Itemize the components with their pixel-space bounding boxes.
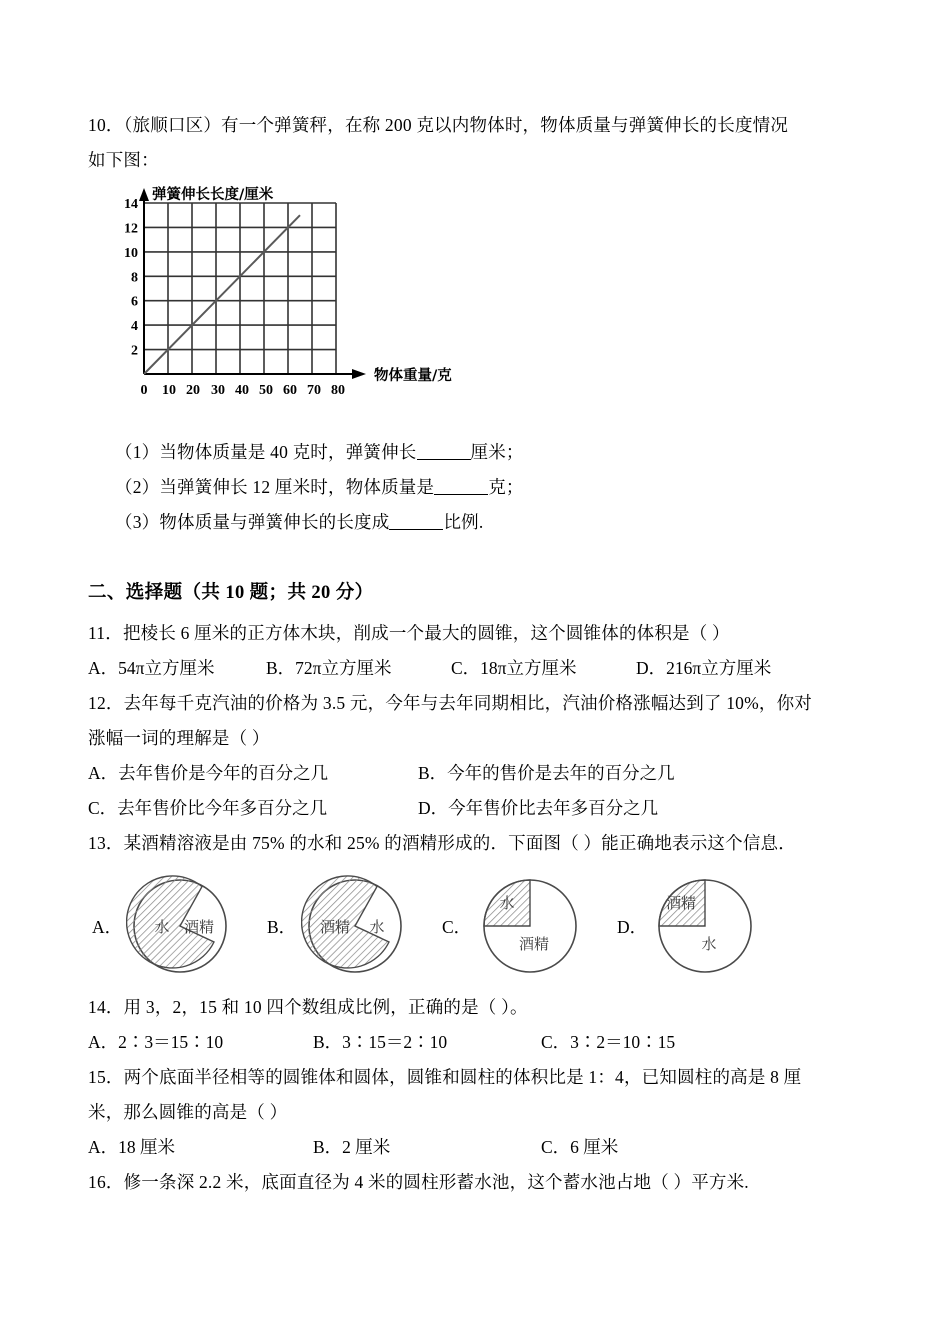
question-11-option-b[interactable]: B．72π立方厘米 [266,658,392,678]
question-14-block [88,990,862,1060]
chart-svg [106,184,526,429]
question-10-sub-2 [88,470,862,505]
pie-c-hatched-label: 水 [499,896,515,912]
x-tick-labels [141,383,346,398]
question-12-option-b[interactable]: B．今年的售价是去年的百分之几 [418,763,675,783]
section-heading-choice: 二、选择题（共 10 题；共 20 分） [88,583,374,603]
pie-a-plain-label: 酒精 [183,920,215,936]
question-12-block [88,686,862,826]
question-12-option-c[interactable]: C．去年售价比今年多百分之几 [88,798,328,818]
question-15-option-c[interactable]: C．6 厘米 [541,1137,619,1157]
option-c-letter: C． [442,916,472,937]
y-axis-arrow [139,188,149,201]
chart-gridlines [144,203,336,374]
option-b-letter: B． [267,916,297,937]
question-15-option-a[interactable]: A．18 厘米 [88,1137,176,1157]
pie-c-plain-label: 酒精 [518,937,550,953]
x-axis-arrow [352,369,366,379]
y-axis-title: 弹簧伸长长度/厘米 [152,187,274,203]
svg-text:40: 40 [235,383,249,398]
pie-a-hatched-label: 水 [154,920,170,936]
svg-text:80: 80 [331,383,345,398]
pie-chart-c [476,872,584,980]
pie-chart-d [651,872,759,980]
svg-text:20: 20 [186,383,200,398]
question-11-option-c[interactable]: C．18π立方厘米 [451,658,577,678]
question-14-option-c[interactable]: C．3∶2＝10∶15 [541,1032,676,1052]
question-11-block [88,616,862,686]
svg-text:4: 4 [131,319,138,335]
option-a-letter: A． [92,916,123,937]
question-12-option-d[interactable]: D．今年售价比去年多百分之几 [418,798,659,818]
svg-text:70: 70 [307,383,321,398]
question-15-option-b[interactable]: B．2 厘米 [313,1137,391,1157]
question-14-stem: 14．用 3，2，15 和 10 四个数组成比例，正确的是（ ）。 [88,997,528,1017]
pie-chart-b [301,872,409,980]
option-d-letter: D． [617,916,648,937]
question-10-sub-1-unit: 厘米； [470,442,524,462]
question-10-block [88,108,862,178]
question-12-stem-line1: 12．去年每千克汽油的价格为 3.5 元，今年与去年同期相比，汽油价格涨幅达到了 10%，你对 [88,693,812,713]
question-13-block [88,826,862,985]
question-13-stem: 13．某酒精溶液是由 75% 的水和 25% 的酒精形成的．下面图（ ）能正确地表示这个信息． [88,833,796,853]
question-10-sub-1-text: （1）当物体质量是 40 克时，弹簧伸长 [115,442,417,462]
question-16-stem: 16．修一条深 2.2 米，底面直径为 4 米的圆柱形蓄水池，这个蓄水池占地（ ）平方米. [88,1172,749,1192]
question-12-options-row1 [88,756,862,791]
question-10-stem-line1: 10．（旅顺口区）有一个弹簧秤，在称 200 克以内物体时，物体质量与弹簧伸长的长度情况 [88,115,789,135]
question-14-options [88,1025,862,1060]
question-10-stem-line2: 如下图： [88,150,159,170]
question-15-block [88,1060,862,1165]
svg-text:60: 60 [283,383,297,398]
pie-b-hatched-label: 酒精 [319,920,351,936]
svg-text:30: 30 [211,383,225,398]
svg-text:10: 10 [124,245,138,261]
question-15-stem-line1: 15．两个底面半径相等的圆锥体和圆体，圆锥和圆柱的体积比是 1：4，已知圆柱的高是 8 厘 [88,1067,802,1087]
pie-b-plain-label: 水 [369,920,385,936]
chart-axes [144,194,358,374]
question-13-options [88,867,862,985]
question-10-sub-3 [88,505,862,540]
question-13-option-b[interactable] [267,872,442,980]
svg-text:2: 2 [131,343,138,359]
question-10-sub-2-text: （2）当弹簧伸长 12 厘米时，物体质量是 [115,477,435,497]
y-tick-labels [124,197,138,359]
answer-blank-3[interactable] [389,529,443,530]
question-14-option-b[interactable]: B．3∶15＝2∶10 [313,1032,448,1052]
pie-d-hatched-label: 酒精 [665,896,697,912]
question-10-sub-3-text: （3）物体质量与弹簧伸长的长度成 [115,512,390,532]
question-11-option-d[interactable]: D．216π立方厘米 [636,658,772,678]
question-13-option-a[interactable] [92,872,267,980]
svg-text:10: 10 [162,383,176,398]
question-12-stem-line2: 涨幅一词的理解是（ ） [88,728,270,748]
answer-blank-2[interactable] [434,494,488,495]
question-11-option-a[interactable]: A．54π立方厘米 [88,658,215,678]
spring-scale-chart [106,184,526,429]
answer-blank-1[interactable] [417,459,471,460]
question-10-sub-3-unit: 比例. [443,512,484,532]
question-12-options-row2 [88,791,862,826]
question-10-sub-1 [88,435,862,470]
svg-text:0: 0 [140,383,148,398]
question-15-options [88,1130,862,1165]
svg-text:14: 14 [124,197,138,212]
question-11-stem: 11．把棱长 6 厘米的正方体木块，削成一个最大的圆锥，这个圆锥体的体积是（ ） [88,623,730,643]
pie-d-plain-label: 水 [701,937,717,953]
question-14-option-a[interactable]: A．2∶3＝15∶10 [88,1032,224,1052]
question-11-options [88,651,862,686]
question-15-stem-line2: 米，那么圆锥的高是（ ） [88,1102,288,1122]
question-13-option-c[interactable] [442,872,617,980]
x-axis-title: 物体重量/克 [374,368,452,384]
question-13-option-d[interactable] [617,872,792,980]
svg-text:50: 50 [259,383,273,398]
svg-text:6: 6 [131,294,138,310]
question-12-option-a[interactable]: A．去年售价是今年的百分之几 [88,763,329,783]
question-10-sub-2-unit: 克； [488,477,524,497]
pie-chart-a [126,872,234,980]
svg-text:12: 12 [124,221,138,237]
question-16-block [88,1165,862,1200]
svg-text:8: 8 [131,270,138,286]
